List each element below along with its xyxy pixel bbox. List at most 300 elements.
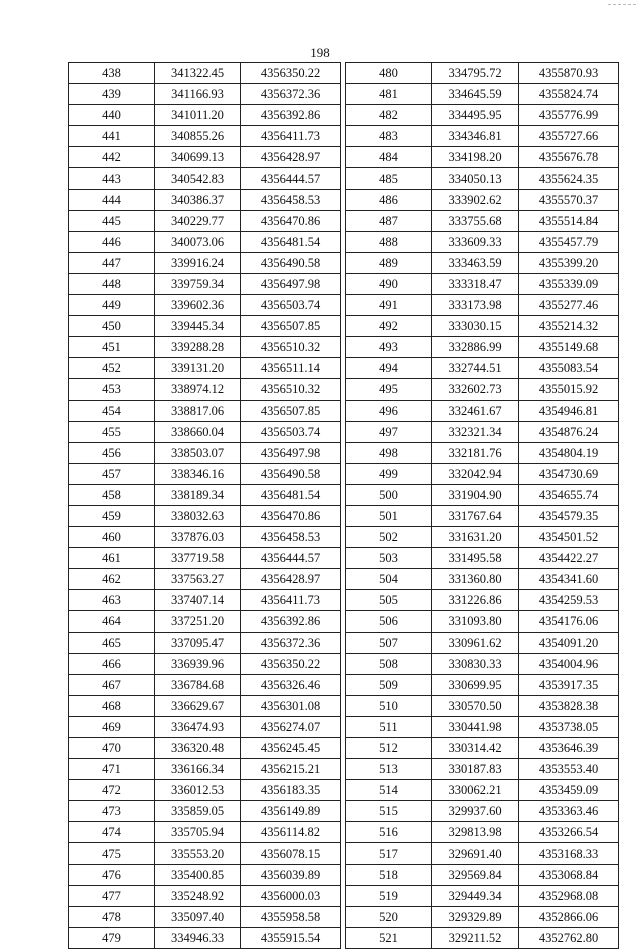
y-coordinate-cell: 4356428.97: [241, 569, 341, 590]
table-row: [69, 105, 341, 126]
point-number-cell: 455: [69, 421, 155, 442]
point-number-cell: 500: [346, 484, 432, 505]
table-row: [69, 780, 341, 801]
point-number-cell: 507: [346, 632, 432, 653]
y-coordinate-cell: 4353168.33: [519, 843, 619, 864]
y-coordinate-cell: 4356490.58: [241, 252, 341, 273]
point-number-cell: 499: [346, 463, 432, 484]
y-coordinate-cell: 4355915.54: [241, 927, 341, 948]
x-coordinate-cell: 334346.81: [432, 126, 519, 147]
x-coordinate-cell: 336784.68: [155, 674, 241, 695]
x-coordinate-cell: 334050.13: [432, 168, 519, 189]
point-number-cell: 475: [69, 843, 155, 864]
table-row: [69, 759, 341, 780]
x-coordinate-cell: 329329.89: [432, 906, 519, 927]
x-coordinate-cell: 340073.06: [155, 231, 241, 252]
table-row: [69, 632, 341, 653]
point-number-cell: 489: [346, 252, 432, 273]
y-coordinate-cell: 4355399.20: [519, 252, 619, 273]
point-number-cell: 520: [346, 906, 432, 927]
y-coordinate-cell: 4354730.69: [519, 463, 619, 484]
x-coordinate-cell: 329691.40: [432, 843, 519, 864]
point-number-cell: 473: [69, 801, 155, 822]
point-number-cell: 518: [346, 864, 432, 885]
point-number-cell: 512: [346, 738, 432, 759]
table-row: [69, 843, 341, 864]
point-number-cell: 506: [346, 611, 432, 632]
x-coordinate-cell: 332744.51: [432, 358, 519, 379]
y-coordinate-cell: 4352968.08: [519, 885, 619, 906]
y-coordinate-cell: 4355676.78: [519, 147, 619, 168]
table-row: [346, 273, 619, 294]
point-number-cell: 488: [346, 231, 432, 252]
table-row: [346, 885, 619, 906]
table-row: [346, 822, 619, 843]
y-coordinate-cell: 4355149.68: [519, 337, 619, 358]
table-row: [346, 780, 619, 801]
table-row: [69, 590, 341, 611]
y-coordinate-cell: 4355824.74: [519, 84, 619, 105]
point-number-cell: 494: [346, 358, 432, 379]
point-number-cell: 442: [69, 147, 155, 168]
point-number-cell: 447: [69, 252, 155, 273]
table-row: [69, 168, 341, 189]
point-number-cell: 479: [69, 927, 155, 948]
page-number: 198: [310, 45, 330, 60]
table-row: [346, 358, 619, 379]
table-row: [69, 252, 341, 273]
x-coordinate-cell: 334645.59: [432, 84, 519, 105]
table-row: [69, 569, 341, 590]
x-coordinate-cell: 336012.53: [155, 780, 241, 801]
x-coordinate-cell: 333755.68: [432, 210, 519, 231]
y-coordinate-cell: 4353738.05: [519, 716, 619, 737]
table-row: [346, 168, 619, 189]
table-row: [69, 548, 341, 569]
table-row: [346, 252, 619, 273]
y-coordinate-cell: 4356458.53: [241, 527, 341, 548]
x-coordinate-cell: 331904.90: [432, 484, 519, 505]
y-coordinate-cell: 4356503.74: [241, 421, 341, 442]
point-number-cell: 502: [346, 527, 432, 548]
y-coordinate-cell: 4355870.93: [519, 63, 619, 84]
point-number-cell: 504: [346, 569, 432, 590]
table-row: [69, 716, 341, 737]
table-row: [69, 906, 341, 927]
x-coordinate-cell: 340229.77: [155, 210, 241, 231]
point-number-cell: 503: [346, 548, 432, 569]
x-coordinate-cell: 337095.47: [155, 632, 241, 653]
point-number-cell: 511: [346, 716, 432, 737]
x-coordinate-cell: 330062.21: [432, 780, 519, 801]
point-number-cell: 510: [346, 695, 432, 716]
x-coordinate-cell: 341166.93: [155, 84, 241, 105]
point-number-cell: 439: [69, 84, 155, 105]
point-number-cell: 482: [346, 105, 432, 126]
table-row: [69, 738, 341, 759]
x-coordinate-cell: 341322.45: [155, 63, 241, 84]
y-coordinate-cell: 4354804.19: [519, 442, 619, 463]
table-row: [69, 463, 341, 484]
x-coordinate-cell: 329449.34: [432, 885, 519, 906]
table-row: [346, 210, 619, 231]
table-row: [69, 822, 341, 843]
y-coordinate-cell: 4354176.06: [519, 611, 619, 632]
x-coordinate-cell: 335248.92: [155, 885, 241, 906]
x-coordinate-cell: 330961.62: [432, 632, 519, 653]
x-coordinate-cell: 335400.85: [155, 864, 241, 885]
table-row: [346, 463, 619, 484]
x-coordinate-cell: 339131.20: [155, 358, 241, 379]
x-coordinate-cell: 331767.64: [432, 505, 519, 526]
table-row: [69, 611, 341, 632]
point-number-cell: 463: [69, 590, 155, 611]
table-row: [346, 379, 619, 400]
x-coordinate-cell: 337876.03: [155, 527, 241, 548]
table-row: [69, 674, 341, 695]
table-row: [69, 379, 341, 400]
table-row: [69, 421, 341, 442]
table-row: [69, 864, 341, 885]
table-row: [69, 273, 341, 294]
point-number-cell: 443: [69, 168, 155, 189]
point-number-cell: 461: [69, 548, 155, 569]
x-coordinate-cell: 332461.67: [432, 400, 519, 421]
y-coordinate-cell: 4356481.54: [241, 231, 341, 252]
point-number-cell: 440: [69, 105, 155, 126]
point-number-cell: 470: [69, 738, 155, 759]
y-coordinate-cell: 4354004.96: [519, 653, 619, 674]
y-coordinate-cell: 4356039.89: [241, 864, 341, 885]
table-row: [69, 316, 341, 337]
y-coordinate-cell: 4356350.22: [241, 63, 341, 84]
point-number-cell: 459: [69, 505, 155, 526]
x-coordinate-cell: 338189.34: [155, 484, 241, 505]
table-row: [346, 716, 619, 737]
x-coordinate-cell: 332042.94: [432, 463, 519, 484]
point-number-cell: 486: [346, 189, 432, 210]
table-row: [346, 147, 619, 168]
x-coordinate-cell: 333318.47: [432, 273, 519, 294]
y-coordinate-cell: 4356372.36: [241, 632, 341, 653]
y-coordinate-cell: 4356507.85: [241, 400, 341, 421]
table-row: [69, 126, 341, 147]
y-coordinate-cell: 4356497.98: [241, 273, 341, 294]
x-coordinate-cell: 338346.16: [155, 463, 241, 484]
x-coordinate-cell: 338817.06: [155, 400, 241, 421]
point-number-cell: 490: [346, 273, 432, 294]
point-number-cell: 478: [69, 906, 155, 927]
point-number-cell: 484: [346, 147, 432, 168]
point-number-cell: 493: [346, 337, 432, 358]
y-coordinate-cell: 4353553.40: [519, 759, 619, 780]
y-coordinate-cell: 4356444.57: [241, 168, 341, 189]
x-coordinate-cell: 337407.14: [155, 590, 241, 611]
y-coordinate-cell: 4356183.35: [241, 780, 341, 801]
y-coordinate-cell: 4356511.14: [241, 358, 341, 379]
table-row: [69, 63, 341, 84]
table-row: [346, 590, 619, 611]
x-coordinate-cell: 338032.63: [155, 505, 241, 526]
point-number-cell: 467: [69, 674, 155, 695]
table-row: [69, 147, 341, 168]
point-number-cell: 446: [69, 231, 155, 252]
table-row: [346, 801, 619, 822]
point-number-cell: 483: [346, 126, 432, 147]
y-coordinate-cell: 4353459.09: [519, 780, 619, 801]
y-coordinate-cell: 4355624.35: [519, 168, 619, 189]
y-coordinate-cell: 4355277.46: [519, 295, 619, 316]
table-row: [346, 63, 619, 84]
x-coordinate-cell: 337719.58: [155, 548, 241, 569]
point-number-cell: 505: [346, 590, 432, 611]
point-number-cell: 450: [69, 316, 155, 337]
table-row: [69, 358, 341, 379]
y-coordinate-cell: 4356274.07: [241, 716, 341, 737]
table-row: [346, 906, 619, 927]
table-row: [69, 527, 341, 548]
point-number-cell: 445: [69, 210, 155, 231]
table-row: [346, 611, 619, 632]
table-row: [346, 126, 619, 147]
x-coordinate-cell: 337563.27: [155, 569, 241, 590]
y-coordinate-cell: 4354876.24: [519, 421, 619, 442]
point-number-cell: 513: [346, 759, 432, 780]
y-coordinate-cell: 4353266.54: [519, 822, 619, 843]
y-coordinate-cell: 4356497.98: [241, 442, 341, 463]
x-coordinate-cell: 330187.83: [432, 759, 519, 780]
y-coordinate-cell: 4356481.54: [241, 484, 341, 505]
y-coordinate-cell: 4354501.52: [519, 527, 619, 548]
point-number-cell: 519: [346, 885, 432, 906]
x-coordinate-cell: 331226.86: [432, 590, 519, 611]
x-coordinate-cell: 336166.34: [155, 759, 241, 780]
x-coordinate-cell: 330314.42: [432, 738, 519, 759]
y-coordinate-cell: 4354579.35: [519, 505, 619, 526]
table-row: [346, 337, 619, 358]
x-coordinate-cell: 330830.33: [432, 653, 519, 674]
x-coordinate-cell: 339602.36: [155, 295, 241, 316]
x-coordinate-cell: 329813.98: [432, 822, 519, 843]
left-coordinate-table: [68, 62, 341, 949]
y-coordinate-cell: 4356503.74: [241, 295, 341, 316]
table-row: [346, 632, 619, 653]
x-coordinate-cell: 338660.04: [155, 421, 241, 442]
point-number-cell: 441: [69, 126, 155, 147]
point-number-cell: 454: [69, 400, 155, 421]
table-row: [69, 295, 341, 316]
table-row: [69, 231, 341, 252]
x-coordinate-cell: 331360.80: [432, 569, 519, 590]
table-row: [69, 84, 341, 105]
point-number-cell: 438: [69, 63, 155, 84]
y-coordinate-cell: 4352866.06: [519, 906, 619, 927]
y-coordinate-cell: 4355727.66: [519, 126, 619, 147]
x-coordinate-cell: 336474.93: [155, 716, 241, 737]
y-coordinate-cell: 4355958.58: [241, 906, 341, 927]
table-row: [69, 189, 341, 210]
y-coordinate-cell: 4352762.80: [519, 927, 619, 948]
x-coordinate-cell: 331495.58: [432, 548, 519, 569]
y-coordinate-cell: 4356411.73: [241, 126, 341, 147]
point-number-cell: 474: [69, 822, 155, 843]
point-number-cell: 491: [346, 295, 432, 316]
y-coordinate-cell: 4354655.74: [519, 484, 619, 505]
point-number-cell: 444: [69, 189, 155, 210]
table-row: [69, 400, 341, 421]
table-row: [346, 864, 619, 885]
y-coordinate-cell: 4355214.32: [519, 316, 619, 337]
x-coordinate-cell: 334495.95: [432, 105, 519, 126]
point-number-cell: 480: [346, 63, 432, 84]
y-coordinate-cell: 4356215.21: [241, 759, 341, 780]
x-coordinate-cell: 339759.34: [155, 273, 241, 294]
x-coordinate-cell: 340386.37: [155, 189, 241, 210]
x-coordinate-cell: 335553.20: [155, 843, 241, 864]
point-number-cell: 471: [69, 759, 155, 780]
point-number-cell: 460: [69, 527, 155, 548]
x-coordinate-cell: 333463.59: [432, 252, 519, 273]
y-coordinate-cell: 4356149.89: [241, 801, 341, 822]
y-coordinate-cell: 4356326.46: [241, 674, 341, 695]
point-number-cell: 509: [346, 674, 432, 695]
x-coordinate-cell: 330699.95: [432, 674, 519, 695]
point-number-cell: 485: [346, 168, 432, 189]
x-coordinate-cell: 338503.07: [155, 442, 241, 463]
x-coordinate-cell: 338974.12: [155, 379, 241, 400]
table-row: [346, 927, 619, 948]
point-number-cell: 452: [69, 358, 155, 379]
y-coordinate-cell: 4355083.54: [519, 358, 619, 379]
point-number-cell: 521: [346, 927, 432, 948]
y-coordinate-cell: 4356428.97: [241, 147, 341, 168]
table-row: [346, 295, 619, 316]
y-coordinate-cell: 4356392.86: [241, 105, 341, 126]
point-number-cell: 457: [69, 463, 155, 484]
y-coordinate-cell: 4356372.36: [241, 84, 341, 105]
point-number-cell: 516: [346, 822, 432, 843]
y-coordinate-cell: 4356245.45: [241, 738, 341, 759]
y-coordinate-cell: 4353828.38: [519, 695, 619, 716]
table-row: [346, 738, 619, 759]
y-coordinate-cell: 4356470.86: [241, 210, 341, 231]
y-coordinate-cell: 4354259.53: [519, 590, 619, 611]
y-coordinate-cell: 4356350.22: [241, 653, 341, 674]
x-coordinate-cell: 331631.20: [432, 527, 519, 548]
x-coordinate-cell: 331093.80: [432, 611, 519, 632]
y-coordinate-cell: 4356510.32: [241, 337, 341, 358]
x-coordinate-cell: 332602.73: [432, 379, 519, 400]
table-row: [69, 927, 341, 948]
y-coordinate-cell: 4355457.79: [519, 231, 619, 252]
point-number-cell: 495: [346, 379, 432, 400]
table-row: [69, 337, 341, 358]
point-number-cell: 487: [346, 210, 432, 231]
point-number-cell: 477: [69, 885, 155, 906]
table-row: [346, 695, 619, 716]
y-coordinate-cell: 4356470.86: [241, 505, 341, 526]
corner-mark: [608, 4, 636, 5]
y-coordinate-cell: 4356301.08: [241, 695, 341, 716]
y-coordinate-cell: 4356490.58: [241, 463, 341, 484]
table-row: [69, 442, 341, 463]
point-number-cell: 498: [346, 442, 432, 463]
table-row: [346, 84, 619, 105]
point-number-cell: 492: [346, 316, 432, 337]
x-coordinate-cell: 336320.48: [155, 738, 241, 759]
y-coordinate-cell: 4356000.03: [241, 885, 341, 906]
y-coordinate-cell: 4354946.81: [519, 400, 619, 421]
x-coordinate-cell: 334795.72: [432, 63, 519, 84]
x-coordinate-cell: 340855.26: [155, 126, 241, 147]
x-coordinate-cell: 332886.99: [432, 337, 519, 358]
point-number-cell: 464: [69, 611, 155, 632]
table-row: [346, 442, 619, 463]
x-coordinate-cell: 341011.20: [155, 105, 241, 126]
point-number-cell: 458: [69, 484, 155, 505]
table-row: [346, 843, 619, 864]
x-coordinate-cell: 339288.28: [155, 337, 241, 358]
y-coordinate-cell: 4354341.60: [519, 569, 619, 590]
table-row: [346, 569, 619, 590]
table-row: [69, 505, 341, 526]
x-coordinate-cell: 332181.76: [432, 442, 519, 463]
x-coordinate-cell: 335705.94: [155, 822, 241, 843]
right-coordinate-table: [345, 62, 619, 949]
x-coordinate-cell: 336939.96: [155, 653, 241, 674]
table-row: [69, 695, 341, 716]
y-coordinate-cell: 4355570.37: [519, 189, 619, 210]
y-coordinate-cell: 4356510.32: [241, 379, 341, 400]
x-coordinate-cell: 330570.50: [432, 695, 519, 716]
x-coordinate-cell: 333173.98: [432, 295, 519, 316]
y-coordinate-cell: 4355514.84: [519, 210, 619, 231]
point-number-cell: 468: [69, 695, 155, 716]
point-number-cell: 469: [69, 716, 155, 737]
table-row: [346, 548, 619, 569]
y-coordinate-cell: 4356444.57: [241, 548, 341, 569]
x-coordinate-cell: 334946.33: [155, 927, 241, 948]
y-coordinate-cell: 4356392.86: [241, 611, 341, 632]
x-coordinate-cell: 339445.34: [155, 316, 241, 337]
table-row: [69, 885, 341, 906]
x-coordinate-cell: 333902.62: [432, 189, 519, 210]
table-row: [346, 674, 619, 695]
table-row: [346, 759, 619, 780]
point-number-cell: 517: [346, 843, 432, 864]
point-number-cell: 501: [346, 505, 432, 526]
table-row: [346, 189, 619, 210]
table-row: [69, 210, 341, 231]
table-row: [346, 421, 619, 442]
point-number-cell: 476: [69, 864, 155, 885]
y-coordinate-cell: 4353363.46: [519, 801, 619, 822]
point-number-cell: 448: [69, 273, 155, 294]
x-coordinate-cell: 335097.40: [155, 906, 241, 927]
y-coordinate-cell: 4355776.99: [519, 105, 619, 126]
y-coordinate-cell: 4356507.85: [241, 316, 341, 337]
point-number-cell: 449: [69, 295, 155, 316]
table-row: [346, 105, 619, 126]
y-coordinate-cell: 4354422.27: [519, 548, 619, 569]
x-coordinate-cell: 329569.84: [432, 864, 519, 885]
point-number-cell: 496: [346, 400, 432, 421]
point-number-cell: 453: [69, 379, 155, 400]
x-coordinate-cell: 332321.34: [432, 421, 519, 442]
point-number-cell: 466: [69, 653, 155, 674]
point-number-cell: 508: [346, 653, 432, 674]
y-coordinate-cell: 4353917.35: [519, 674, 619, 695]
